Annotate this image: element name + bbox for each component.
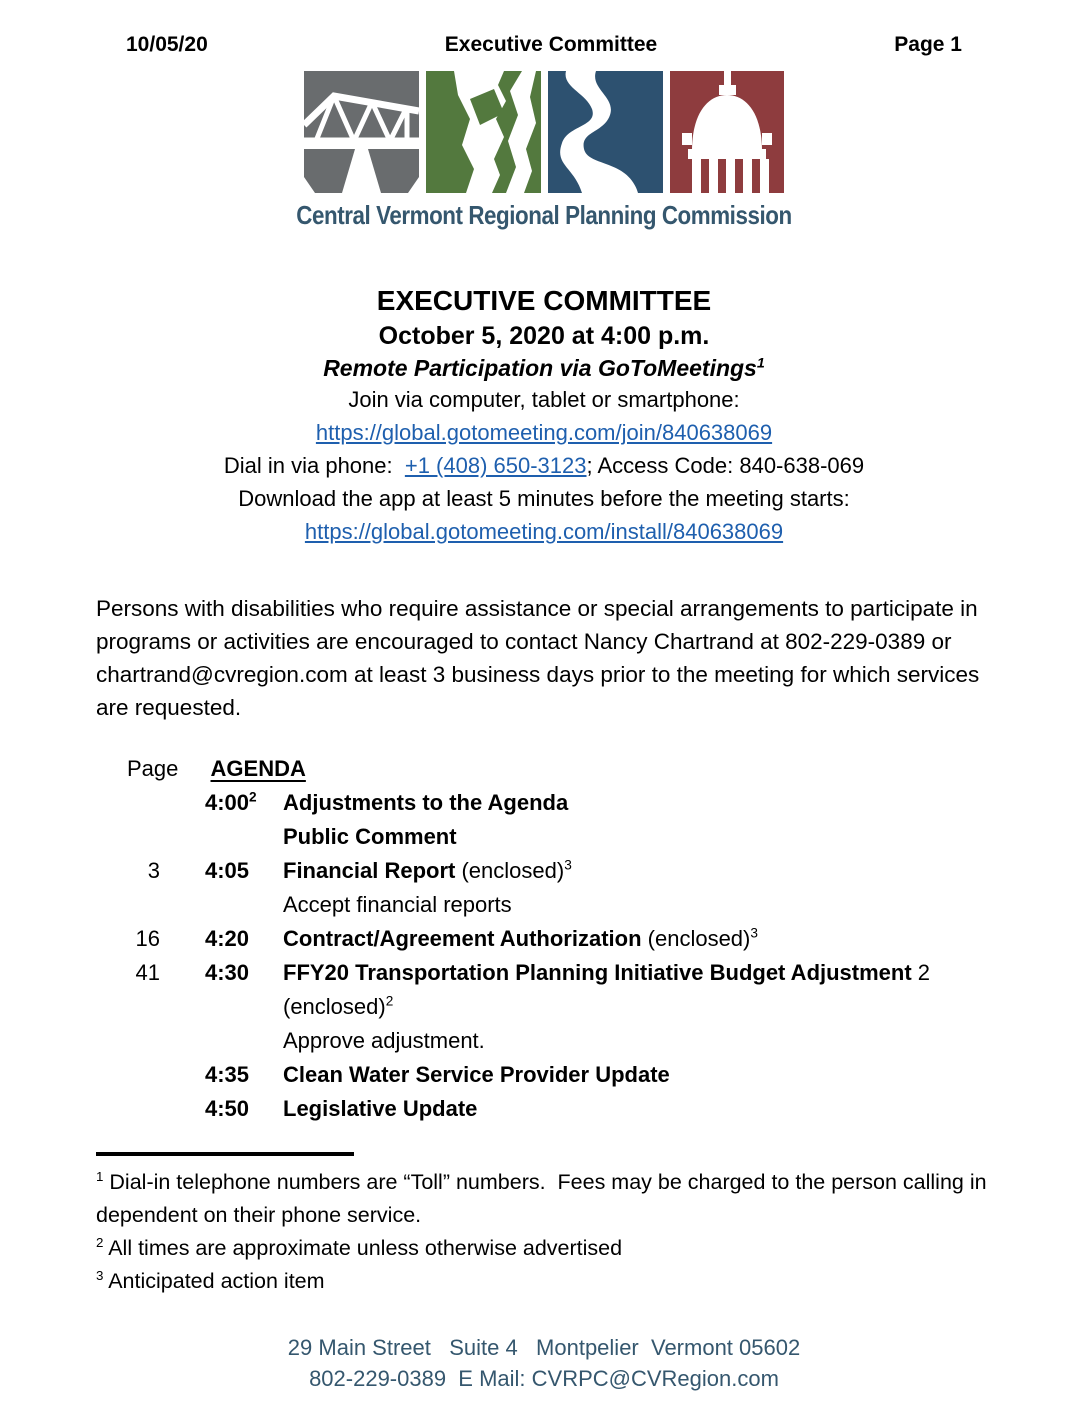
footnote-ref-1: 1 [756,355,765,372]
remote-participation-note [0,353,1088,384]
agenda-title: AGENDA [210,756,306,781]
agenda-page-column-header: Page [127,756,179,781]
dial-in-line [0,449,1088,482]
dial-in-prefix: Dial in via phone: [223,453,405,478]
agenda-time [160,888,283,922]
agenda-time: 4:30 [205,960,250,985]
agenda-time: $4:00^2$ [205,789,257,815]
agenda-item-text: Financial Report (enclosed)$^3$ [283,857,572,883]
header-committee-title: Executive Committee [444,33,658,56]
bridge-icon [304,71,419,193]
agenda-page-ref [95,820,160,854]
footnote-marker: 2 [96,1234,104,1250]
join-instruction: Join via computer, tablet or smartphone: [348,387,740,412]
agenda-page-ref [95,1058,160,1092]
agenda-time [160,820,283,854]
logo-wordmark: Central Vermont Regional Planning Commission [296,200,792,230]
agenda-item-text: Legislative Update [283,1096,478,1121]
agenda-page-ref [95,1024,160,1058]
footnote-ref-2: 2 [249,789,257,805]
meeting-title: EXECUTIVE COMMITTEE [376,285,712,316]
agenda-item-text: FFY20 Transportation Planning Initiative Budget Adjustment 2 [283,960,931,985]
join-meeting-link[interactable]: https://global.gotomeeting.com/join/840638069 [315,420,773,445]
agenda-item-text: (enclosed)$^2$ [283,993,394,1019]
footnote-2 [96,1232,992,1265]
footnote-separator [96,1152,354,1156]
agenda-page-ref: 41 [135,960,160,985]
download-instruction: Download the app at least 5 minutes before the meeting starts: [238,486,850,511]
agenda-time [160,1024,283,1058]
meeting-datetime: October 5, 2020 at 4:00 p.m. [378,322,710,350]
agenda-row [95,990,1048,1024]
agenda-item-text: Adjustments to the Agenda [283,790,569,815]
agenda-time: 4:50 [205,1096,250,1121]
agenda-row [95,1024,1048,1058]
agenda-row [95,1092,1048,1126]
agenda-page-ref: 3 [147,858,160,883]
cvrpc-logo [0,71,1088,231]
footnote-marker: 3 [96,1267,104,1283]
agenda-time [160,990,283,1024]
agenda-page-ref [95,786,160,820]
accessibility-notice: Persons with disabilities who require assistance or special arrangements to participate in programs or activities are encouraged to contact Nancy Chartrand at 802-229-0389 or chartrand@cvregion.com at least 3 business days prior to the meeting for which services are requested. [96,596,980,720]
header-date: 10/05/20 [126,33,208,56]
agenda-item-text: Accept financial reports [283,892,512,917]
agenda-row [95,854,1048,888]
footnote-ref-2: 2 [385,993,394,1009]
agenda-row [95,820,1048,854]
agenda-item-text: Contract/Agreement Authorization (enclosed)$^3$ [283,925,758,951]
footnote-1 [96,1166,992,1232]
footnotes-section [96,1152,992,1298]
agenda-item-text: Public Comment [283,824,457,849]
access-code-text: ; Access Code: 840-638-069 [586,453,865,478]
page-footer [0,1332,1088,1394]
vermont-map-icon [426,71,541,193]
agenda-section [95,752,1048,1126]
meeting-title-block [0,283,1088,548]
install-app-link[interactable]: https://global.gotomeeting.com/install/840638069 [304,519,784,544]
cvrpc-logo-graphic [304,71,784,193]
agenda-item-text: Clean Water Service Provider Update [283,1062,670,1087]
remote-participation-text: Remote Participation via GoToMeetings [323,355,757,381]
agenda-page-ref [95,888,160,922]
agenda-page-ref [95,1092,160,1126]
footnote-text: Anticipated action item [108,1269,325,1293]
phone-number-link[interactable]: +1 (408) 650-3123 [404,453,587,478]
footer-contact: 802-229-0389 E Mail: CVRPC@CVRegion.com [309,1366,779,1391]
footnote-text: All times are approximate unless otherwise advertised [108,1236,623,1260]
page-running-header [0,0,1088,57]
agenda-header [95,752,1048,786]
footnote-ref-3: 3 [564,857,572,873]
footnote-ref-3: 3 [750,925,758,941]
agenda-row [95,956,1048,990]
capitol-dome-icon [670,71,784,193]
agenda-row [95,786,1048,820]
agenda-page-ref [95,990,160,1024]
agenda-row [95,888,1048,922]
agenda-row [95,922,1048,956]
footnote-marker: 1 [96,1168,104,1184]
agenda-page-ref: 16 [135,926,160,951]
footnote-3 [96,1265,992,1298]
agenda-time: 4:20 [205,926,250,951]
footnote-text: Dial-in telephone numbers are “Toll” numbers. Fees may be charged to the person calling in dependent on their phone service. [96,1170,993,1227]
agenda-item-text: Approve adjustment. [283,1028,485,1053]
footer-address: 29 Main Street Suite 4 Montpelier Vermont 05602 [287,1335,801,1360]
agenda-time: 4:35 [205,1062,250,1087]
agenda-time: 4:05 [205,858,250,883]
header-page-number: Page 1 [894,33,962,56]
winding-river-icon [548,71,663,193]
agenda-row [95,1058,1048,1092]
